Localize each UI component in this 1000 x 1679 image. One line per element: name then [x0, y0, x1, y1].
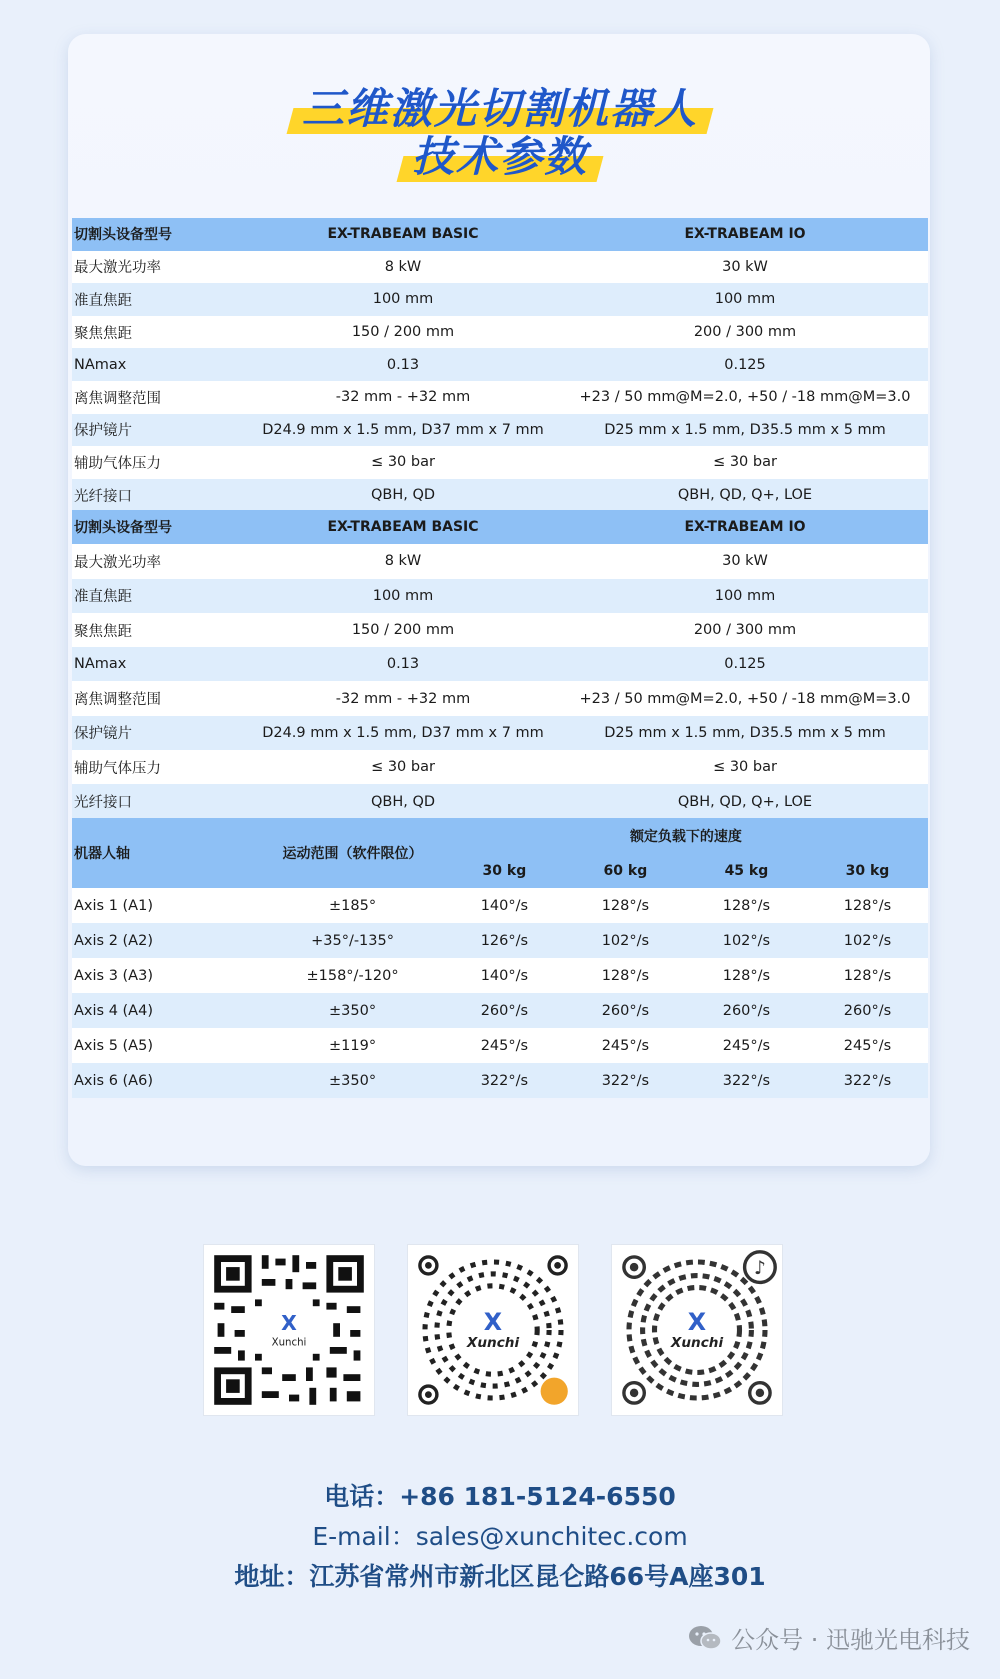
- axis-speed: 128°/s: [686, 888, 807, 923]
- svg-text:X: X: [281, 1311, 297, 1335]
- spec-value: 30 kW: [562, 251, 928, 284]
- wechat-icon: [687, 1623, 723, 1653]
- load-header: 30 kg: [444, 853, 565, 888]
- axis-speed: 260°/s: [686, 993, 807, 1028]
- axis-speed: 245°/s: [444, 1028, 565, 1063]
- axis-range: ±119°: [261, 1028, 444, 1063]
- table-row: [72, 958, 928, 993]
- table-row: [72, 647, 928, 681]
- robot-axis-table: [72, 818, 928, 1098]
- spec-value: 0.13: [244, 647, 562, 681]
- spec-table-2: [72, 510, 928, 819]
- table-row: [72, 316, 928, 349]
- spec-value: QBH, QD: [244, 784, 562, 818]
- svg-text:X: X: [687, 1308, 707, 1336]
- table-row: [72, 784, 928, 818]
- spec-value: 100 mm: [562, 283, 928, 316]
- spec-value: 200 / 300 mm: [562, 613, 928, 647]
- spec-value: D24.9 mm x 1.5 mm, D37 mm x 7 mm: [244, 414, 562, 447]
- spec-value: 30 kW: [562, 544, 928, 578]
- watermark: [687, 1620, 970, 1655]
- table-row: [72, 750, 928, 784]
- svg-text:Xunchi: Xunchi: [670, 1335, 724, 1351]
- axis-speed: 128°/s: [686, 958, 807, 993]
- spec-label: 保护镜片: [72, 716, 244, 750]
- axis-speed: 128°/s: [807, 958, 928, 993]
- table-row: [72, 283, 928, 316]
- axis-speed: 322°/s: [565, 1063, 686, 1098]
- spec-value: ≤ 30 bar: [562, 446, 928, 479]
- axis-speed: 102°/s: [807, 923, 928, 958]
- svg-text:Xunchi: Xunchi: [466, 1335, 520, 1351]
- spec-value: 100 mm: [244, 283, 562, 316]
- qr-pattern: [204, 1245, 374, 1415]
- axis-speed: 260°/s: [807, 993, 928, 1028]
- axis-speed: 245°/s: [807, 1028, 928, 1063]
- table-row: [72, 544, 928, 578]
- spec-label: 聚焦焦距: [72, 316, 244, 349]
- table-row: [72, 923, 928, 958]
- qr-pattern: [612, 1245, 782, 1415]
- contact-email: E-mail：sales@xunchitec.com: [312, 1522, 688, 1551]
- spec-header-cell: 切割头设备型号: [72, 218, 244, 251]
- speed-header: 额定负载下的速度: [444, 818, 928, 853]
- axis-label: Axis 5 (A5): [72, 1028, 261, 1063]
- spec-value: 8 kW: [244, 544, 562, 578]
- spec-label: NAmax: [72, 647, 244, 681]
- spec-header-row: [72, 218, 928, 251]
- spec-value: 0.13: [244, 348, 562, 381]
- axis-speed: 102°/s: [686, 923, 807, 958]
- spec-value: 150 / 200 mm: [244, 613, 562, 647]
- spec-value: QBH, QD, Q+, LOE: [562, 479, 928, 512]
- axis-range: ±158°/-120°: [261, 958, 444, 993]
- table-row: [72, 888, 928, 923]
- spec-label: 离焦调整范围: [72, 681, 244, 715]
- axis-speed: 245°/s: [686, 1028, 807, 1063]
- spec-label: 保护镜片: [72, 414, 244, 447]
- wechat-qr-code-icon: [203, 1244, 375, 1416]
- svg-text:Xunchi: Xunchi: [271, 1337, 307, 1349]
- axis-speed: 128°/s: [565, 888, 686, 923]
- qr-code-group: [203, 1244, 783, 1416]
- axis-speed: 322°/s: [807, 1063, 928, 1098]
- load-header: 45 kg: [686, 853, 807, 888]
- spec-value: D24.9 mm x 1.5 mm, D37 mm x 7 mm: [244, 716, 562, 750]
- spec-table-1: [72, 218, 928, 511]
- spec-header-cell: EX-TRABEAM IO: [562, 218, 928, 251]
- spec-value: 0.125: [562, 647, 928, 681]
- spec-value: -32 mm - +32 mm: [244, 381, 562, 414]
- page-title-line-1: 三维激光切割机器人: [0, 76, 1000, 136]
- spec-value: 0.125: [562, 348, 928, 381]
- spec-header-row: [72, 510, 928, 544]
- axis-label: Axis 4 (A4): [72, 993, 261, 1028]
- spec-value: D25 mm x 1.5 mm, D35.5 mm x 5 mm: [562, 414, 928, 447]
- spec-value: +23 / 50 mm@M=2.0, +50 / -18 mm@M=3.0: [562, 681, 928, 715]
- table-row: [72, 1063, 928, 1098]
- spec-label: 聚焦焦距: [72, 613, 244, 647]
- spec-label: NAmax: [72, 348, 244, 381]
- range-header: 运动范围（软件限位）: [261, 818, 444, 888]
- spec-header-cell: EX-TRABEAM BASIC: [244, 218, 562, 251]
- table-row: [72, 348, 928, 381]
- spec-label: 辅助气体压力: [72, 446, 244, 479]
- contact-phone: 电话：+86 181-5124-6550: [324, 1482, 676, 1511]
- axis-speed: 126°/s: [444, 923, 565, 958]
- spec-value: ≤ 30 bar: [244, 446, 562, 479]
- watermark-text: 公众号 · 迅驰光电科技: [731, 1626, 970, 1654]
- spec-value: ≤ 30 bar: [244, 750, 562, 784]
- spec-value: ≤ 30 bar: [562, 750, 928, 784]
- table-row: [72, 993, 928, 1028]
- axis-range: ±350°: [261, 1063, 444, 1098]
- robot-header-row: [72, 818, 928, 853]
- axis-label: Axis 6 (A6): [72, 1063, 261, 1098]
- spec-label: 最大激光功率: [72, 251, 244, 284]
- qr-pattern: [408, 1245, 578, 1415]
- axis-range: +35°/-135°: [261, 923, 444, 958]
- load-header: 30 kg: [807, 853, 928, 888]
- spec-value: 100 mm: [562, 579, 928, 613]
- spec-label: 辅助气体压力: [72, 750, 244, 784]
- spec-label: 光纤接口: [72, 784, 244, 818]
- table-row: [72, 446, 928, 479]
- spec-label: 准直焦距: [72, 579, 244, 613]
- axis-speed: 245°/s: [565, 1028, 686, 1063]
- table-row: [72, 613, 928, 647]
- axis-speed: 128°/s: [807, 888, 928, 923]
- svg-text:X: X: [483, 1308, 503, 1336]
- axis-speed: 128°/s: [565, 958, 686, 993]
- mini-program-qr-code-icon: [407, 1244, 579, 1416]
- spec-label: 准直焦距: [72, 283, 244, 316]
- table-row: [72, 381, 928, 414]
- spec-value: -32 mm - +32 mm: [244, 681, 562, 715]
- axis-speed: 102°/s: [565, 923, 686, 958]
- axis-range: ±350°: [261, 993, 444, 1028]
- axis-speed: 260°/s: [444, 993, 565, 1028]
- axis-label: Axis 2 (A2): [72, 923, 261, 958]
- spec-label: 最大激光功率: [72, 544, 244, 578]
- spec-value: QBH, QD: [244, 479, 562, 512]
- spec-value: 150 / 200 mm: [244, 316, 562, 349]
- contact-address: 地址：江苏省常州市新北区昆仑路66号A座301: [234, 1562, 766, 1591]
- axis-speed: 322°/s: [686, 1063, 807, 1098]
- spec-header-cell: EX-TRABEAM BASIC: [244, 510, 562, 544]
- spec-label: 光纤接口: [72, 479, 244, 512]
- axis-header: 机器人轴: [72, 818, 261, 888]
- spec-header-cell: EX-TRABEAM IO: [562, 510, 928, 544]
- table-row: [72, 479, 928, 512]
- axis-speed: 260°/s: [565, 993, 686, 1028]
- table-row: [72, 579, 928, 613]
- svg-text:♪: ♪: [753, 1257, 766, 1279]
- spec-value: +23 / 50 mm@M=2.0, +50 / -18 mm@M=3.0: [562, 381, 928, 414]
- spec-value: 100 mm: [244, 579, 562, 613]
- douyin-qr-code-icon: [611, 1244, 783, 1416]
- axis-label: Axis 3 (A3): [72, 958, 261, 993]
- axis-label: Axis 1 (A1): [72, 888, 261, 923]
- table-row: [72, 251, 928, 284]
- table-row: [72, 1028, 928, 1063]
- spec-label: 离焦调整范围: [72, 381, 244, 414]
- spec-value: 8 kW: [244, 251, 562, 284]
- table-row: [72, 414, 928, 447]
- spec-value: QBH, QD, Q+, LOE: [562, 784, 928, 818]
- page-title-line-2: 技术参数: [0, 124, 1000, 184]
- spec-header-cell: 切割头设备型号: [72, 510, 244, 544]
- table-row: [72, 716, 928, 750]
- axis-speed: 322°/s: [444, 1063, 565, 1098]
- table-row: [72, 681, 928, 715]
- load-header: 60 kg: [565, 853, 686, 888]
- spec-value: 200 / 300 mm: [562, 316, 928, 349]
- axis-speed: 140°/s: [444, 958, 565, 993]
- axis-speed: 140°/s: [444, 888, 565, 923]
- spec-value: D25 mm x 1.5 mm, D35.5 mm x 5 mm: [562, 716, 928, 750]
- axis-range: ±185°: [261, 888, 444, 923]
